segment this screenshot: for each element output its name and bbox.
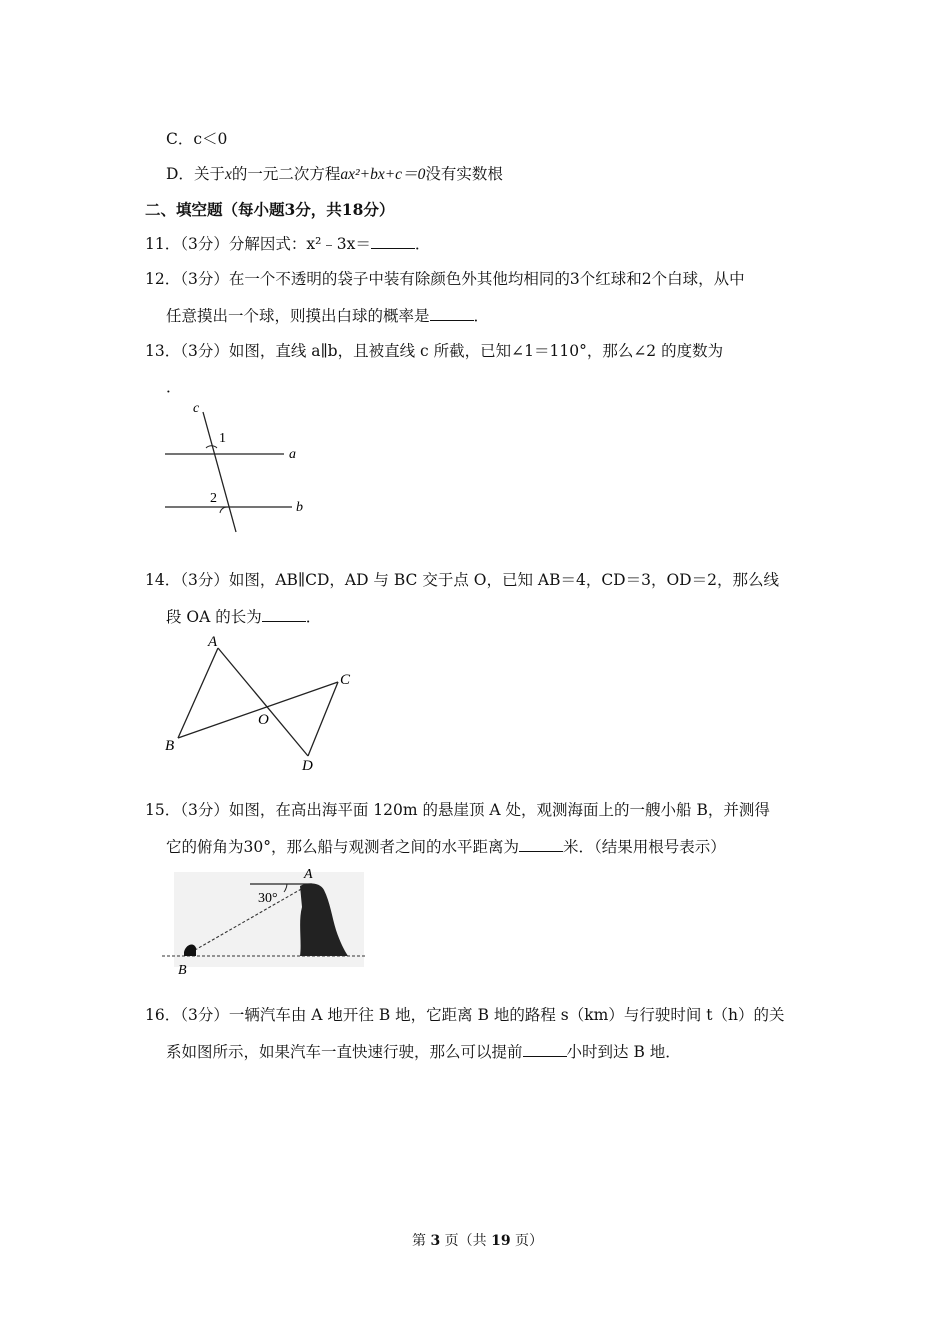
label-angle: 30° — [258, 891, 278, 906]
segment-ab — [178, 648, 218, 738]
label-O: O — [258, 712, 269, 728]
question-16-line2: 系如图所示，如果汽车一直快速行驶，那么可以提前 小时到达 B 地． — [166, 1043, 681, 1061]
angle-1-arc — [206, 446, 217, 448]
segment-cd — [308, 682, 338, 756]
answer-blank — [519, 837, 563, 852]
question-12: 12．（3分）在一个不透明的袋子中装有除颜色外其他均相同的3个红球和2个白球，从中 — [145, 270, 745, 288]
label-2: 2 — [210, 491, 217, 506]
label-A: A — [304, 867, 313, 882]
question-13: 13．（3分）如图，直线 a∥b，且被直线 c 所截，已知∠1＝110°，那么∠2 的度数为 — [145, 342, 724, 360]
label-B: B — [165, 738, 175, 754]
angle-2-arc — [220, 507, 227, 513]
question-14: 14．（3分）如图，AB∥CD，AD 与 BC 交于点 O，已知 AB＝4，CD＝3，OD＝2，那么线 — [145, 571, 779, 589]
label-C: C — [340, 672, 351, 688]
question-15-line2: 它的俯角为30°，那么船与观测者之间的水平距离为 米．（结果用根号表示） — [166, 838, 726, 856]
question-15: 15．（3分）如图，在高出海平面 120m 的悬崖顶 A 处，观测海面上的一艘小船 B，并测得 — [145, 801, 770, 819]
page-total: 19 — [491, 1233, 511, 1249]
option-d: D．关于x的一元二次方程ax²+bx+c＝0没有实数根 — [166, 165, 503, 183]
label-b: b — [296, 500, 303, 515]
label-a: a — [289, 447, 296, 462]
cliff-figure — [162, 862, 367, 980]
label-D: D — [302, 758, 313, 774]
question-11: 11．（3分）分解因式：x²﹣3x＝ ． — [145, 235, 431, 253]
answer-blank — [262, 607, 306, 622]
label-c: c — [193, 401, 200, 416]
segment-ad — [218, 648, 308, 756]
line-c — [203, 412, 236, 532]
answer-blank — [523, 1042, 567, 1057]
answer-blank — [371, 234, 415, 249]
answer-blank — [430, 306, 474, 321]
section-title: 二、填空题（每小题3分，共18分） — [145, 200, 395, 219]
question-13-line2: ． — [166, 378, 182, 396]
page-number: 3 — [430, 1233, 441, 1249]
label-B: B — [178, 963, 187, 978]
page-footer: 第 3 页（共 19 页） — [412, 1233, 544, 1249]
option-c: C．c＜0 — [166, 130, 228, 148]
label-A: A — [208, 634, 218, 650]
question-14-line2: 段 OA 的长为 ． — [166, 608, 322, 626]
intersecting-segments-figure — [160, 630, 370, 775]
segment-bc — [178, 682, 338, 738]
label-1: 1 — [219, 431, 226, 446]
question-12-line2: 任意摸出一个球，则摸出白球的概率是 ． — [166, 307, 490, 325]
parallel-lines-figure — [160, 400, 320, 540]
question-16: 16．（3分）一辆汽车由 A 地开往 B 地，它距离 B 地的路程 s（km）与行驶时间 t（h）的关 — [145, 1006, 785, 1024]
